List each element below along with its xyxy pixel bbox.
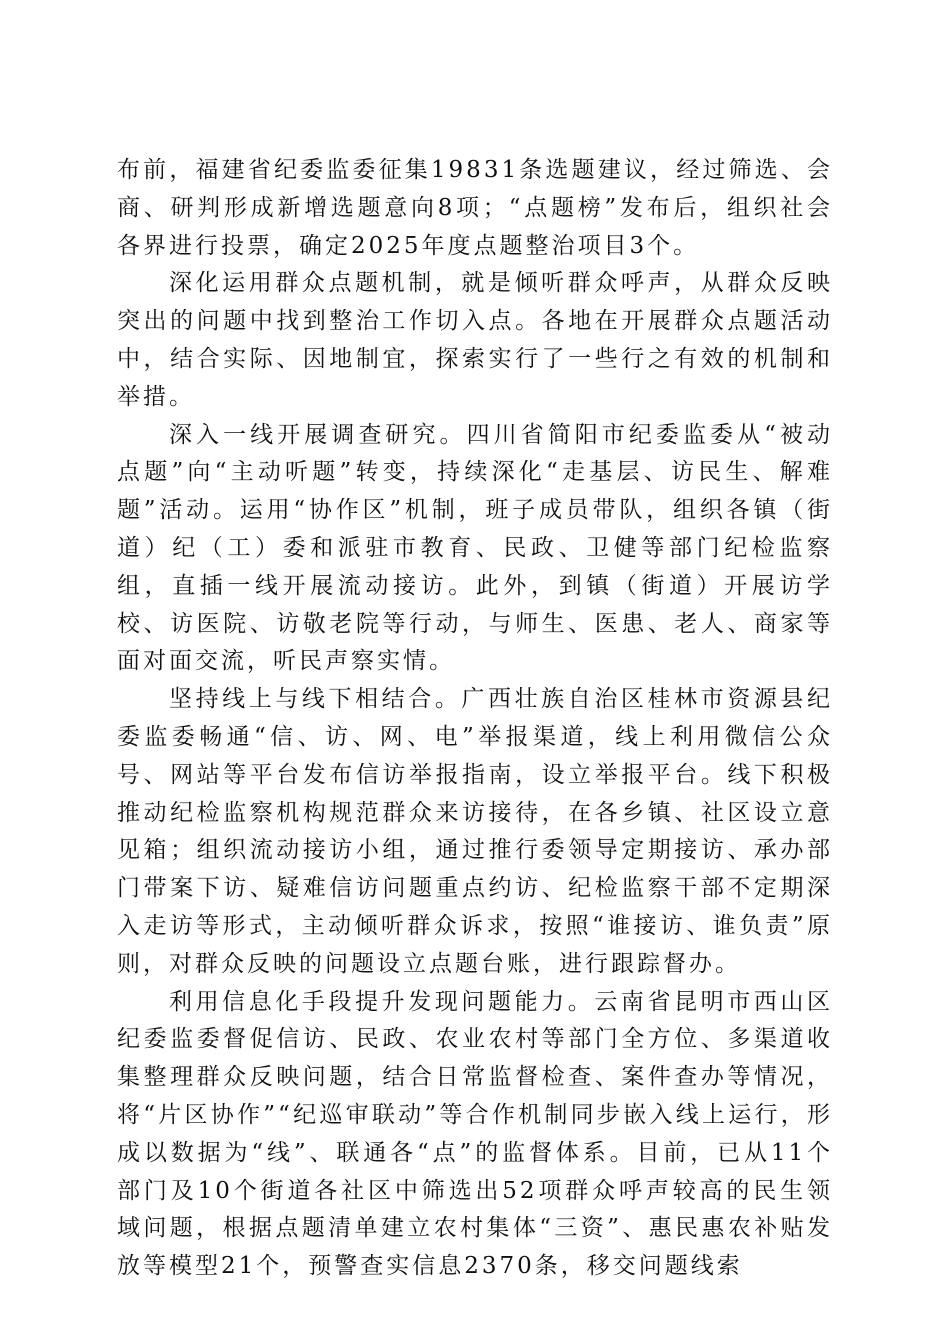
paragraph-1: 布前，福建省纪委监委征集19831条选题建议，经过筛选、会商、研判形成新增选题意向8项；“点题榜”发布后，组织社会各界进行投票，确定2025年度点题整治项目3个。 — [117, 157, 833, 259]
paragraph-5: 利用信息化手段提升发现问题能力。云南省昆明市西山区纪委监委督促信访、民政、农业农村等部门全方位、多渠道收集整理群众反映问题，结合日常监督检查、案件查办等情况，将“片区协作”“纪巡审联动”等合作机制同步嵌入线上运行，形成以数据为“线”、联通各“点”的监督体系。目前，已从11个部门及10个街道各社区中筛选出52项群众呼声较高的民生领域问题，根据点题清单建立农村集体“三资”、惠民惠农补贴发放等模型21个，预警查实信息2370条，移交问题线索 — [117, 988, 833, 1280]
document-body — [117, 152, 833, 1286]
paragraph-2: 深化运用群众点题机制，就是倾听群众呼声，从群众反映突出的问题中找到整治工作切入点。各地在开展群众点题活动中，结合实际、因地制宜，探索实行了一些行之有效的机制和举措。 — [117, 270, 833, 410]
paragraph-3: 深入一线开展调查研究。四川省简阳市纪委监委从“被动点题”向“主动听题”转变，持续深化“走基层、访民生、解难题”活动。运用“协作区”机制，班子成员带队，组织各镇（街道）纪（工）委和派驻市教育、民政、卫健等部门纪检监察组，直插一线开展流动接访。此外，到镇（街道）开展访学校、访医院、访敬老院等行动，与师生、医患、老人、商家等面对面交流，听民声察实情。 — [117, 421, 833, 675]
paragraph-4: 坚持线上与线下相结合。广西壮族自治区桂林市资源县纪委监委畅通“信、访、网、电”举报渠道，线上利用微信公众号、网站等平台发布信访举报指南，设立举报平台。线下积极推动纪检监察机构规范群众来访接待，在各乡镇、社区设立意见箱；组织流动接访小组，通过推行委领导定期接访、承办部门带案下访、疑难信访问题重点约访、纪检监察干部不定期深入走访等形式，主动倾听群众诉求，按照“谁接访、谁负责”原则，对群众反映的问题设立点题台账，进行跟踪督办。 — [117, 686, 833, 977]
